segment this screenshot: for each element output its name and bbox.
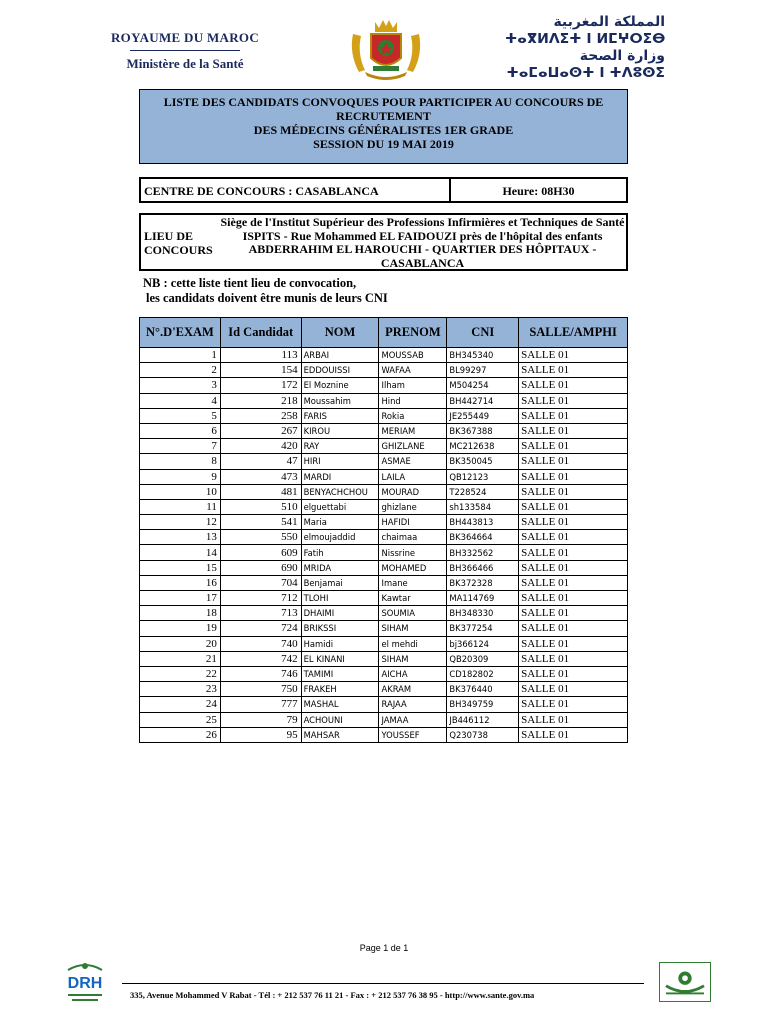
page-number: Page 1 de 1 — [359, 943, 409, 953]
table-row — [140, 606, 628, 621]
table-row — [140, 423, 628, 438]
kingdom-name-tifinagh: ⵜⴰⴳⵍⴷⵉⵜ ⵏ ⵍⵎⵖⵔⵉⴱ — [505, 31, 666, 47]
candidate-id-cell: 154 — [220, 363, 301, 378]
column-header-candidate-id: Id Candidat — [220, 318, 301, 348]
candidate-id-cell: 267 — [220, 423, 301, 438]
column-header-last-name: NOM — [301, 318, 379, 348]
table-row — [140, 408, 628, 423]
last-name-cell: FARIS — [301, 408, 379, 423]
table-row — [140, 712, 628, 727]
exam-number-cell: 1 — [140, 348, 221, 363]
exam-location-label-line-1: LIEU DE — [144, 229, 194, 243]
table-row — [140, 393, 628, 408]
cni-cell: T228524 — [447, 484, 519, 499]
room-cell: SALLE 01 — [519, 636, 628, 651]
candidate-id-cell: 113 — [220, 348, 301, 363]
cni-cell: BL99297 — [447, 363, 519, 378]
last-name-cell: DHAIMI — [301, 606, 379, 621]
exam-number-cell: 7 — [140, 439, 221, 454]
candidate-id-cell: 724 — [220, 621, 301, 636]
candidate-id-cell: 473 — [220, 469, 301, 484]
table-row — [140, 530, 628, 545]
room-cell: SALLE 01 — [519, 515, 628, 530]
first-name-cell: YOUSSEF — [379, 727, 447, 742]
table-row — [140, 575, 628, 590]
ministry-name-fr: Ministère de la Santé — [126, 56, 244, 71]
last-name-cell: El Moznine — [301, 378, 379, 393]
drh-logo-icon — [60, 960, 110, 1006]
last-name-cell: elmoujaddid — [301, 530, 379, 545]
room-cell: SALLE 01 — [519, 454, 628, 469]
cni-cell: CD182802 — [447, 666, 519, 681]
room-cell: SALLE 01 — [519, 651, 628, 666]
room-cell: SALLE 01 — [519, 621, 628, 636]
cni-cell: MA114769 — [447, 591, 519, 606]
exam-number-cell: 11 — [140, 499, 221, 514]
first-name-cell: AKRAM — [379, 682, 447, 697]
table-row — [140, 515, 628, 530]
candidate-id-cell: 258 — [220, 408, 301, 423]
room-cell: SALLE 01 — [519, 682, 628, 697]
cni-cell: BK377254 — [447, 621, 519, 636]
first-name-cell: ASMAE — [379, 454, 447, 469]
kingdom-name-fr: ROYAUME DU MAROC — [110, 30, 260, 45]
cni-cell: BH345340 — [447, 348, 519, 363]
candidate-id-cell: 750 — [220, 682, 301, 697]
title-line-2: RECRUTEMENT — [336, 109, 431, 123]
last-name-cell: Moussahim — [301, 393, 379, 408]
column-header-cni: CNI — [447, 318, 519, 348]
first-name-cell: Imane — [379, 575, 447, 590]
cni-cell: MC212638 — [447, 439, 519, 454]
exam-centre-label: CENTRE DE CONCOURS : CASABLANCA — [141, 179, 451, 201]
header-divider — [130, 50, 240, 51]
first-name-cell: Kawtar — [379, 591, 447, 606]
room-cell: SALLE 01 — [519, 378, 628, 393]
first-name-cell: MOURAD — [379, 484, 447, 499]
first-name-cell: SOUMIA — [379, 606, 447, 621]
exam-number-cell: 8 — [140, 454, 221, 469]
exam-number-cell: 16 — [140, 575, 221, 590]
title-line-4: SESSION DU 19 MAI 2019 — [313, 137, 454, 151]
last-name-cell: MAHSAR — [301, 727, 379, 742]
room-cell: SALLE 01 — [519, 499, 628, 514]
cni-cell: BK367388 — [447, 423, 519, 438]
last-name-cell: HIRI — [301, 454, 379, 469]
last-name-cell: TLOHI — [301, 591, 379, 606]
table-row — [140, 469, 628, 484]
exam-number-cell: 9 — [140, 469, 221, 484]
exam-number-cell: 2 — [140, 363, 221, 378]
convocation-note — [143, 276, 388, 306]
first-name-cell: Rokia — [379, 408, 447, 423]
exam-number-cell: 6 — [140, 423, 221, 438]
first-name-cell: ghizlane — [379, 499, 447, 514]
title-line-1: LISTE DES CANDIDATS CONVOQUES POUR PARTICIPER AU CONCOURS DE — [163, 95, 604, 109]
table-row — [140, 363, 628, 378]
first-name-cell: RAJAA — [379, 697, 447, 712]
exam-time: Heure: 08H30 — [502, 184, 575, 198]
note-line-1: NB : cette liste tient lieu de convocation, — [143, 276, 357, 290]
exam-centre-box — [139, 177, 628, 203]
exam-number-cell: 26 — [140, 727, 221, 742]
ministry-address: 335, Avenue Mohammed V Rabat - Tél : + 212 537 76 11 21 - Fax : + 212 537 76 38 95 - http://www.sante.gov.ma — [130, 990, 535, 1000]
room-cell: SALLE 01 — [519, 591, 628, 606]
cni-cell: BH443813 — [447, 515, 519, 530]
exam-location-box — [139, 213, 628, 271]
candidate-id-cell: 740 — [220, 636, 301, 651]
table-header-row — [140, 318, 628, 348]
table-row — [140, 636, 628, 651]
ministry-name-ar: وزارة الصحة — [579, 48, 665, 64]
table-row — [140, 666, 628, 681]
room-cell: SALLE 01 — [519, 408, 628, 423]
candidate-id-cell: 79 — [220, 712, 301, 727]
candidates-table-body — [140, 348, 628, 743]
kingdom-name-ar: المملكة المغربية — [553, 14, 665, 30]
candidate-id-cell: 742 — [220, 651, 301, 666]
candidate-id-cell: 481 — [220, 484, 301, 499]
first-name-cell: GHIZLANE — [379, 439, 447, 454]
last-name-cell: KIROU — [301, 423, 379, 438]
room-cell: SALLE 01 — [519, 439, 628, 454]
exam-location-label — [141, 215, 219, 269]
column-header-exam-number: N°.D'EXAM — [140, 318, 221, 348]
table-row — [140, 499, 628, 514]
last-name-cell: ARBAI — [301, 348, 379, 363]
exam-number-cell: 25 — [140, 712, 221, 727]
cni-cell: BH349759 — [447, 697, 519, 712]
first-name-cell: HAFIDI — [379, 515, 447, 530]
first-name-cell: AICHA — [379, 666, 447, 681]
cni-cell: BK372328 — [447, 575, 519, 590]
column-header-first-name: PRENOM — [379, 318, 447, 348]
coat-of-arms-icon — [345, 14, 427, 84]
first-name-cell: MOUSSAB — [379, 348, 447, 363]
last-name-cell: BRIKSSI — [301, 621, 379, 636]
last-name-cell: MASHAL — [301, 697, 379, 712]
room-cell: SALLE 01 — [519, 727, 628, 742]
table-row — [140, 591, 628, 606]
candidate-id-cell: 704 — [220, 575, 301, 590]
cni-cell: Q230738 — [447, 727, 519, 742]
health-logo-icon — [659, 962, 711, 1002]
candidate-id-cell: 218 — [220, 393, 301, 408]
candidate-id-cell: 550 — [220, 530, 301, 545]
candidate-id-cell: 172 — [220, 378, 301, 393]
last-name-cell: MARDI — [301, 469, 379, 484]
last-name-cell: RAY — [301, 439, 379, 454]
last-name-cell: Maria — [301, 515, 379, 530]
room-cell: SALLE 01 — [519, 363, 628, 378]
candidate-id-cell: 777 — [220, 697, 301, 712]
footer-divider — [122, 983, 644, 984]
exam-number-cell: 17 — [140, 591, 221, 606]
table-row — [140, 545, 628, 560]
exam-number-cell: 23 — [140, 682, 221, 697]
exam-location-address: Siège de l'Institut Supérieur des Professions Infirmières et Techniques de Santé ISPITS - Rue Mohammed EL FAIDOUZI près de l'hôpital des enfants ABDERRAHIM EL HAROUCHI - QUARTIER DES HÔPITAUX - CASABLANCA — [220, 215, 625, 270]
room-cell: SALLE 01 — [519, 393, 628, 408]
cni-cell: JB446112 — [447, 712, 519, 727]
exam-number-cell: 19 — [140, 621, 221, 636]
candidate-id-cell: 541 — [220, 515, 301, 530]
candidate-id-cell: 47 — [220, 454, 301, 469]
cni-cell: BK364664 — [447, 530, 519, 545]
candidate-id-cell: 746 — [220, 666, 301, 681]
cni-cell: BH442714 — [447, 393, 519, 408]
room-cell: SALLE 01 — [519, 606, 628, 621]
table-row — [140, 560, 628, 575]
exam-number-cell: 3 — [140, 378, 221, 393]
first-name-cell: chaimaa — [379, 530, 447, 545]
room-cell: SALLE 01 — [519, 469, 628, 484]
cni-cell: BH348330 — [447, 606, 519, 621]
cni-cell: sh133584 — [447, 499, 519, 514]
exam-number-cell: 18 — [140, 606, 221, 621]
exam-number-cell: 14 — [140, 545, 221, 560]
first-name-cell: SIHAM — [379, 651, 447, 666]
exam-number-cell: 10 — [140, 484, 221, 499]
first-name-cell: Nissrine — [379, 545, 447, 560]
room-cell: SALLE 01 — [519, 484, 628, 499]
exam-number-cell: 15 — [140, 560, 221, 575]
ministry-name-tifinagh: ⵜⴰⵎⴰⵡⴰⵙⵜ ⵏ ⵜⴷⵓⵙⵉ — [506, 65, 665, 81]
room-cell: SALLE 01 — [519, 560, 628, 575]
exam-number-cell: 5 — [140, 408, 221, 423]
last-name-cell: elguettabi — [301, 499, 379, 514]
room-cell: SALLE 01 — [519, 530, 628, 545]
last-name-cell: TAMIMI — [301, 666, 379, 681]
cni-cell: M504254 — [447, 378, 519, 393]
candidate-id-cell: 712 — [220, 591, 301, 606]
candidate-id-cell: 609 — [220, 545, 301, 560]
room-cell: SALLE 01 — [519, 545, 628, 560]
exam-number-cell: 21 — [140, 651, 221, 666]
room-cell: SALLE 01 — [519, 575, 628, 590]
ministry-header-fr — [95, 30, 275, 72]
drh-logo-text: DRH — [67, 975, 103, 992]
last-name-cell: Hamidi — [301, 636, 379, 651]
column-header-room: SALLE/AMPHI — [519, 318, 628, 348]
title-line-3: DES MÉDECINS GÉNÉRALISTES 1ER GRADE — [253, 123, 514, 137]
last-name-cell: Benjamai — [301, 575, 379, 590]
table-row — [140, 697, 628, 712]
first-name-cell: LAILA — [379, 469, 447, 484]
last-name-cell: ACHOUNI — [301, 712, 379, 727]
table-row — [140, 484, 628, 499]
table-row — [140, 682, 628, 697]
document-title — [139, 89, 628, 164]
exam-number-cell: 22 — [140, 666, 221, 681]
table-row — [140, 439, 628, 454]
candidate-id-cell: 95 — [220, 727, 301, 742]
room-cell: SALLE 01 — [519, 666, 628, 681]
last-name-cell: FRAKEH — [301, 682, 379, 697]
candidate-id-cell: 420 — [220, 439, 301, 454]
first-name-cell: Hind — [379, 393, 447, 408]
cni-cell: bj366124 — [447, 636, 519, 651]
first-name-cell: el mehdi — [379, 636, 447, 651]
first-name-cell: WAFAA — [379, 363, 447, 378]
ministry-header-ar — [505, 14, 665, 82]
last-name-cell: MRIDA — [301, 560, 379, 575]
candidate-id-cell: 713 — [220, 606, 301, 621]
exam-number-cell: 13 — [140, 530, 221, 545]
candidate-id-cell: 510 — [220, 499, 301, 514]
table-row — [140, 621, 628, 636]
first-name-cell: MOHAMED — [379, 560, 447, 575]
exam-number-cell: 12 — [140, 515, 221, 530]
cni-cell: BH332562 — [447, 545, 519, 560]
last-name-cell: BENYACHCHOU — [301, 484, 379, 499]
room-cell: SALLE 01 — [519, 423, 628, 438]
last-name-cell: EDDOUISSI — [301, 363, 379, 378]
cni-cell: BK376440 — [447, 682, 519, 697]
table-row — [140, 378, 628, 393]
candidates-table — [139, 317, 628, 743]
first-name-cell: Ilham — [379, 378, 447, 393]
table-row — [140, 651, 628, 666]
cni-cell: BH366466 — [447, 560, 519, 575]
room-cell: SALLE 01 — [519, 712, 628, 727]
last-name-cell: Fatih — [301, 545, 379, 560]
cni-cell: QB20309 — [447, 651, 519, 666]
table-row — [140, 454, 628, 469]
first-name-cell: JAMAA — [379, 712, 447, 727]
first-name-cell: MERIAM — [379, 423, 447, 438]
exam-number-cell: 4 — [140, 393, 221, 408]
table-row — [140, 727, 628, 742]
room-cell: SALLE 01 — [519, 348, 628, 363]
first-name-cell: SIHAM — [379, 621, 447, 636]
exam-number-cell: 24 — [140, 697, 221, 712]
note-line-2: les candidats doivent être munis de leurs CNI — [146, 291, 388, 305]
cni-cell: JE255449 — [447, 408, 519, 423]
candidate-id-cell: 690 — [220, 560, 301, 575]
table-row — [140, 348, 628, 363]
cni-cell: QB12123 — [447, 469, 519, 484]
exam-location-label-line-2: CONCOURS — [144, 243, 213, 257]
exam-number-cell: 20 — [140, 636, 221, 651]
last-name-cell: EL KINANI — [301, 651, 379, 666]
room-cell: SALLE 01 — [519, 697, 628, 712]
cni-cell: BK350045 — [447, 454, 519, 469]
